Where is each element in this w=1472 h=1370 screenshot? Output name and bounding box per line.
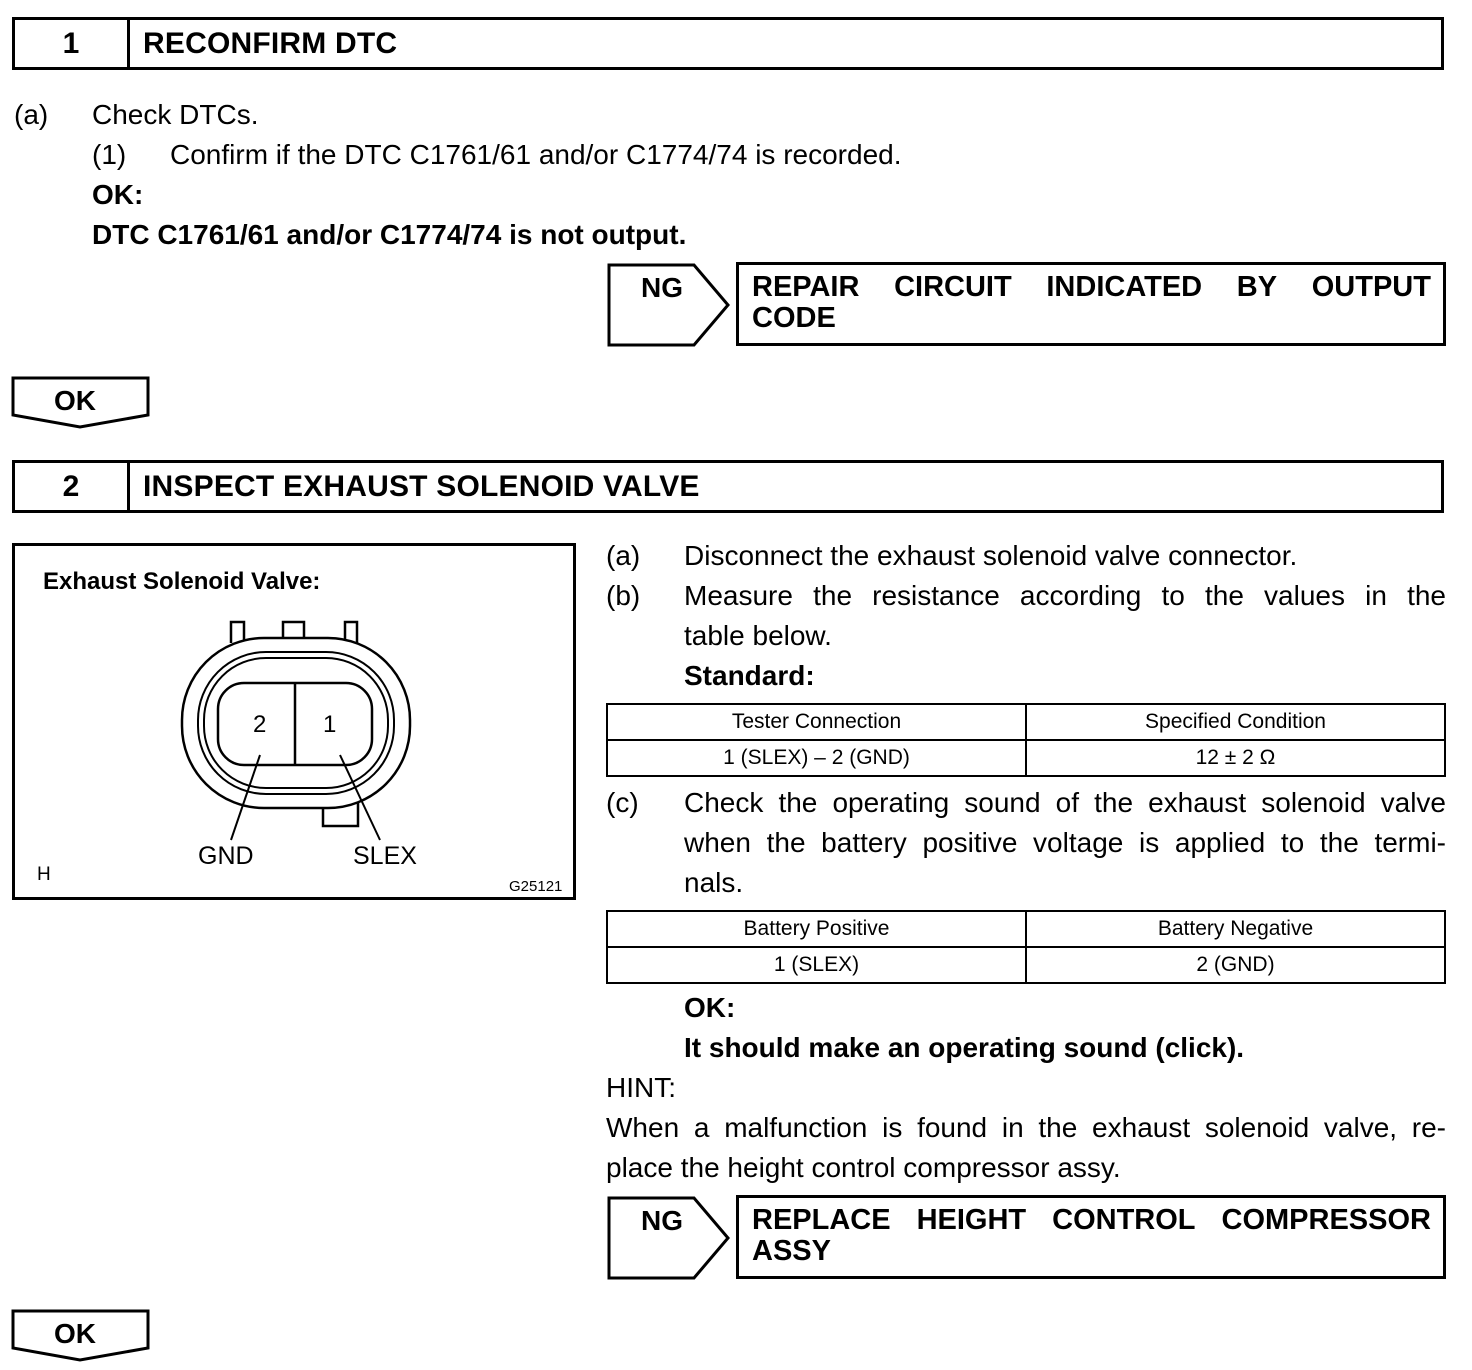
ng-result-word: CONTROL [1052,1204,1196,1236]
table-header-row [607,704,1445,740]
step-2-ng-result-line1 [752,1205,1431,1236]
table-header-cell: Battery Negative [1026,911,1445,947]
step-2-c-text-line1: Check the operating sound of the exhaust solenoid valve [684,787,1446,818]
ng-result-word: REPLACE [752,1204,891,1236]
step-1-ok-heading: OK: [92,179,144,210]
step-2-ok-heading: OK: [684,992,736,1023]
step-1-a-text: Check DTCs. [92,99,259,130]
step-1-ng-result-line1 [752,272,1431,303]
hint-label: HINT: [606,1072,676,1103]
step-1-ok-arrow-label: OK [54,385,96,416]
ng-result-word: COMPRESSOR [1221,1204,1431,1236]
table-row [607,947,1445,983]
table-header-cell: Specified Condition [1026,704,1445,740]
table-header-cell: Tester Connection [607,704,1026,740]
hint-line1: When a malfunction is found in the exhaust solenoid valve, re- [606,1112,1446,1143]
step-1-ng-result-line2: CODE [752,302,836,334]
step-1-a-label: (a) [14,99,49,130]
ng-result-word: HEIGHT [916,1204,1027,1236]
step-1-header [12,17,1444,70]
gnd-label: GND [198,842,254,870]
step-1-ng-result [736,262,1446,346]
table-cell: 1 (SLEX) – 2 (GND) [607,740,1026,776]
table-header-row [607,911,1445,947]
pin-1-label: 1 [323,711,337,738]
step-1-ok-text: DTC C1761/61 and/or C1774/74 is not output. [92,219,687,250]
step-2-number: 2 [15,463,130,510]
connector-figure [12,543,576,900]
ng-result-word: BY [1236,271,1278,303]
step-2-b-text-line2: table below. [684,620,832,651]
hint-line2: place the height control compressor assy. [606,1152,1121,1183]
figure-title: Exhaust Solenoid Valve: [43,568,321,595]
battery-table [606,910,1446,984]
step-2-c-text-line3: nals. [684,867,744,898]
connector-diagram-icon [15,546,573,897]
ng-result-word: REPAIR [752,271,860,303]
figure-code: G25121 [509,878,563,895]
step-1-ng-label: NG [641,272,683,303]
ng-result-word: OUTPUT [1311,271,1431,303]
table-cell: 1 (SLEX) [607,947,1026,983]
step-2-b-text-line1: Measure the resistance according to the values in the [684,580,1446,611]
table-cell: 12 ± 2 Ω [1026,740,1445,776]
step-2-header [12,460,1444,513]
step-2-c-text-line2: when the battery positive voltage is applied to the termi- [684,827,1446,858]
step-1-title: RECONFIRM DTC [143,26,398,60]
step-1-sub1-text: Confirm if the DTC C1761/61 and/or C1774/74 is recorded. [170,139,902,170]
step-2-title: INSPECT EXHAUST SOLENOID VALVE [143,469,700,503]
ng-result-word: CIRCUIT [894,271,1012,303]
resistance-table [606,703,1446,777]
table-header-cell: Battery Positive [607,911,1026,947]
table-row [607,740,1445,776]
step-1-number: 1 [15,20,130,67]
step-2-ok-arrow-label: OK [54,1318,96,1349]
ng-result-word: INDICATED [1046,271,1203,303]
standard-label: Standard: [684,660,815,691]
step-2-a-label: (a) [606,540,641,571]
pin-2-label: 2 [253,711,267,738]
step-2-ng-result [736,1195,1446,1279]
figure-corner-mark: H [37,864,51,885]
step-2-ng-result-line2: ASSY [752,1235,831,1267]
slex-label: SLEX [353,842,417,870]
step-2-c-label: (c) [606,787,639,818]
step-2-b-label: (b) [606,580,641,611]
step-2-a-text: Disconnect the exhaust solenoid valve connector. [684,540,1298,571]
step-1-sub1-label: (1) [92,139,127,170]
step-2-ng-label: NG [641,1205,683,1236]
step-2-ok-text: It should make an operating sound (click). [684,1032,1245,1063]
table-cell: 2 (GND) [1026,947,1445,983]
